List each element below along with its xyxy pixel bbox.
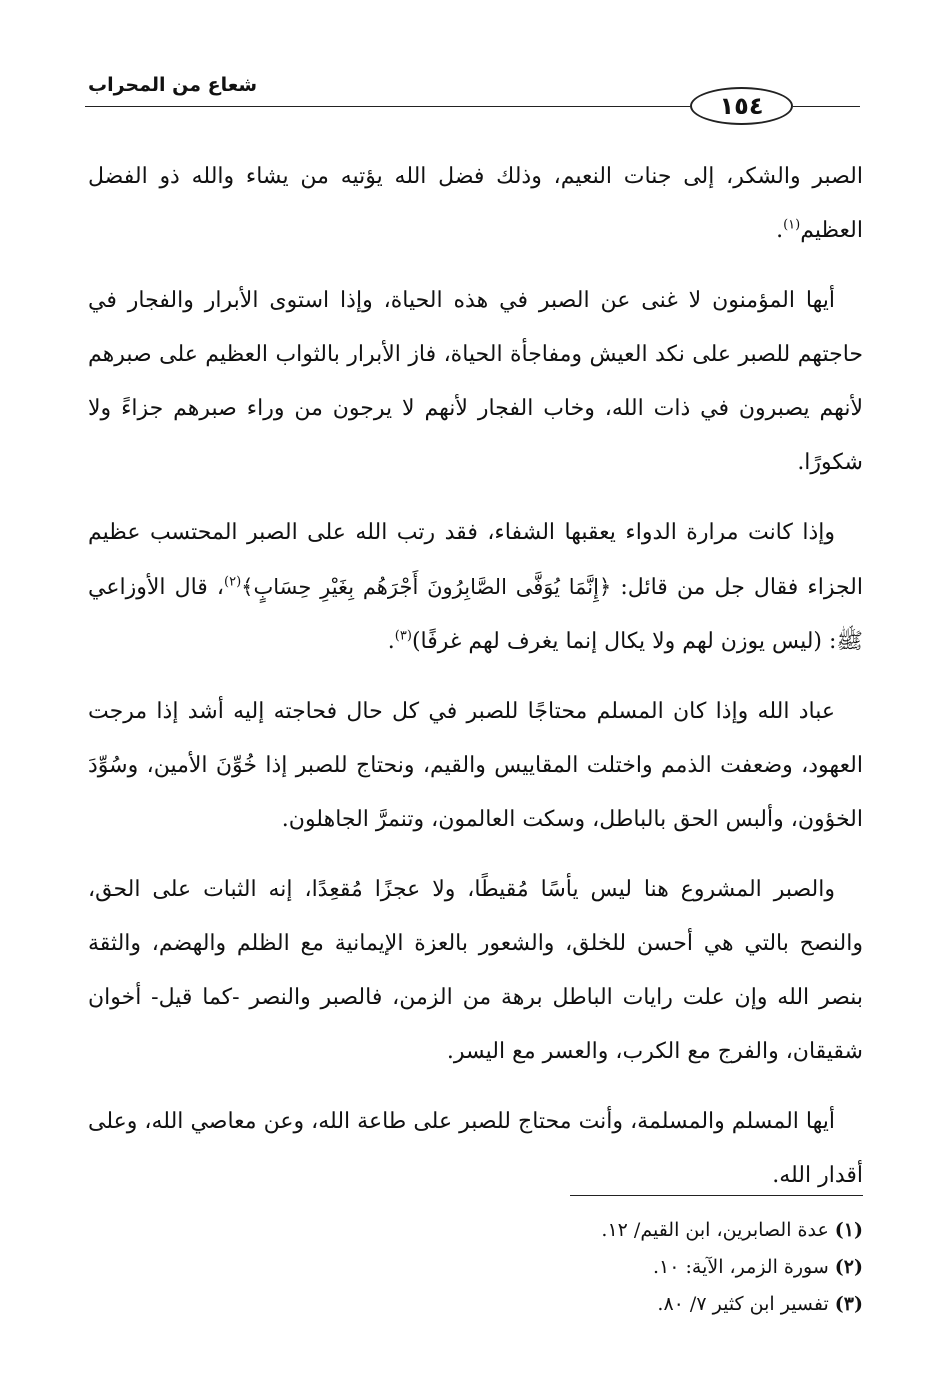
paragraph-3-text-b: ، قال الأوزاعي ﷺ: (ليس يوزن لهم ولا يكال إنما يغرف لهم غرفًا) [88,575,863,654]
footnote-divider [570,1195,863,1196]
footnote-1-number: (١) [834,1219,863,1241]
quran-verse: ﴿إِنَّمَا يُوَفَّى الصَّابِرُونَ أَجْرَهُم بِغَيْرِ حِسَابٍ﴾ [241,575,612,599]
paragraph-5-text: والصبر المشروع هنا ليس يأسًا مُقيطًا، ولا عجزًا مُقعِدًا، إنه الثبات على الحق، والنصح بالتي هي أحسن للخلق، والشعور بالعزة الإيمانية مع الظلم والهضم، والثقة بنصر الله وإن علت رايات الباطل برهة من الزمن، فالصبر والنصر -كما قيل- أخوان شقيقان، والفرج مع الكرب، والعسر مع اليسر. [88,877,863,1064]
footnote-2-number: (٢) [834,1256,863,1278]
header-rule-left [85,106,690,107]
footnote-3 [300,1286,863,1323]
footnote-3-text: تفسير ابن كثير ٧/ ٨٠. [657,1293,829,1315]
paragraph-1 [88,150,863,258]
page-number: ١٥٤ [719,92,764,120]
footnote-1-text: عدة الصابرين، ابن القيم/ ١٢. [601,1219,829,1241]
paragraph-1-text: الصبر والشكر، إلى جنات النعيم، وذلك فضل الله يؤتيه من يشاء والله ذو الفضل العظيم [88,164,863,243]
footnote-ref-1: (١) [783,217,801,233]
paragraph-4 [88,685,863,847]
running-header-title: شعاع من المحراب [88,74,258,96]
paragraph-4-text: عباد الله وإذا كان المسلم محتاجًا للصبر في كل حال فحاجته إليه أشد إذا مرجت العهود، وضعفت الذمم واختلت المقاييس والقيم، ونحتاج للصبر إذا خُوِّنَ الأمين، وسُوِّدَ الخؤون، وألبس الحق بالباطل، وسكت العالمون، وتنمرَّ الجاهلون. [88,699,863,832]
main-text [88,150,863,1219]
paragraph-1-end: . [776,218,784,243]
footnote-2 [300,1249,863,1286]
footnote-ref-3: (٣) [394,628,412,644]
page-number-oval [690,87,793,125]
footnotes [300,1212,863,1323]
paragraph-6 [88,1095,863,1203]
header-rule-right [793,106,860,107]
paragraph-2 [88,274,863,490]
footnote-ref-2: (٢) [224,574,242,590]
paragraph-3 [88,506,863,669]
footnote-3-number: (٣) [834,1293,863,1315]
paragraph-6-text: أيها المسلم والمسلمة، وأنت محتاج للصبر على طاعة الله، وعن معاصي الله، وعلى أقدار الله. [88,1109,863,1188]
footnote-2-text: سورة الزمر، الآية: ١٠. [652,1256,829,1278]
footnote-1 [300,1212,863,1249]
paragraph-3-end: . [387,629,395,654]
paragraph-2-text: أيها المؤمنون لا غنى عن الصبر في هذه الحياة، وإذا استوى الأبرار والفجار في حاجتهم للصبر على نكد العيش ومفاجأة الحياة، فاز الأبرار بالثواب العظيم على صبرهم لأنهم يصبرون في ذات الله، وخاب الفجار لأنهم لا يرجون من وراء صبرهم جزاءً ولا شكورًا. [88,288,863,475]
paragraph-5 [88,863,863,1079]
paragraph-3-text-a: وإذا كانت مرارة الدواء يعقبها الشفاء، فقد رتب الله على الصبر المحتسب عظيم الجزاء فقال جل من قائل: [88,520,863,600]
